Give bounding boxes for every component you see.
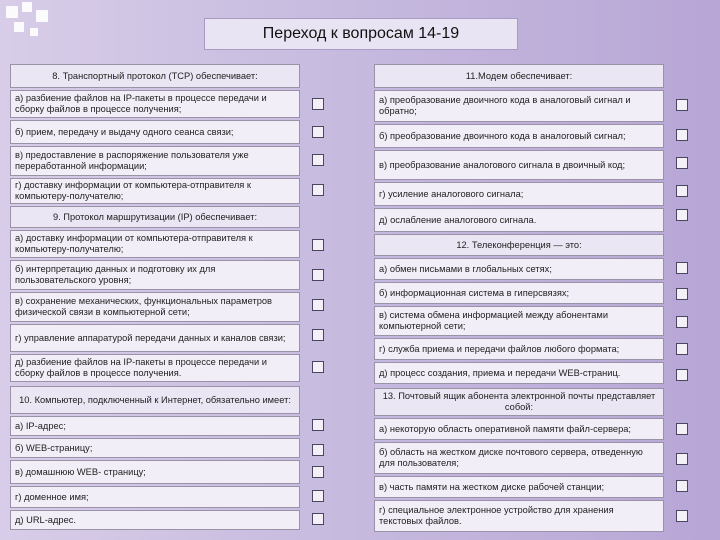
question-9-header: 9. Протокол маршрутизации (IP) обеспечивает: [10, 206, 300, 228]
q10-option-d-checkbox[interactable] [312, 513, 324, 525]
q13-option-b-checkbox[interactable] [676, 453, 688, 465]
q13-option-v: в) часть памяти на жестком диске рабочей станции; [374, 476, 664, 498]
q8-option-a-checkbox[interactable] [312, 98, 324, 110]
q11-option-a: а) преобразование двоичного кода в аналоговый сигнал и обратно; [374, 90, 664, 122]
q9-option-v-checkbox[interactable] [312, 299, 324, 311]
q9-option-b-checkbox[interactable] [312, 269, 324, 281]
q12-option-d-checkbox[interactable] [676, 369, 688, 381]
q11-option-g: г) усиление аналогового сигнала; [374, 182, 664, 206]
q13-option-v-checkbox[interactable] [676, 480, 688, 492]
q11-option-b-checkbox[interactable] [676, 129, 688, 141]
q9-option-g-checkbox[interactable] [312, 329, 324, 341]
corner-decoration [0, 0, 60, 46]
question-10-header: 10. Компьютер, подключенный к Интернет, обязательно имеет: [10, 386, 300, 414]
q12-option-g-checkbox[interactable] [676, 343, 688, 355]
q10-option-b: б) WEB-страницу; [10, 438, 300, 458]
q12-option-b-checkbox[interactable] [676, 288, 688, 300]
q9-option-b: б) интерпретацию данных и подготовку их для пользовательского уровня; [10, 260, 300, 290]
q12-option-g: г) служба приема и передачи файлов любого формата; [374, 338, 664, 360]
q12-option-d: д) процесс создания, приема и передачи WEB-страниц. [374, 362, 664, 384]
q10-option-g: г) доменное имя; [10, 486, 300, 508]
q9-option-g: г) управление аппаратурой передачи данных и каналов связи; [10, 324, 300, 352]
q9-option-d-checkbox[interactable] [312, 361, 324, 373]
q12-option-b: б) информационная система в гиперсвязях; [374, 282, 664, 304]
question-12-header: 12. Телеконференция — это: [374, 234, 664, 256]
q13-option-g: г) специальное электронное устройство для хранения текстовых файлов. [374, 500, 664, 532]
q10-option-a: а) IP-адрес; [10, 416, 300, 436]
question-13-header: 13. Почтовый ящик абонента электронной почты представляет собой: [374, 388, 664, 416]
q11-option-v: в) преобразование аналогового сигнала в двоичный код; [374, 150, 664, 180]
q13-option-a-checkbox[interactable] [676, 423, 688, 435]
q11-option-a-checkbox[interactable] [676, 99, 688, 111]
q10-option-b-checkbox[interactable] [312, 444, 324, 456]
q11-option-d: д) ослабление аналогового сигнала. [374, 208, 664, 232]
q8-option-g: г) доставку информации от компьютера-отправителя к компьютеру-получателю; [10, 178, 300, 204]
q8-option-v: в) предоставление в распоряжение пользователя уже переработанной информации; [10, 146, 300, 176]
q9-option-a: а) доставку информации от компьютера-отправителя к компьютеру-получателю; [10, 230, 300, 258]
q11-option-v-checkbox[interactable] [676, 157, 688, 169]
q9-option-d: д) разбиение файлов на IP-пакеты в процессе передачи и сборку файлов в процессе получения. [10, 354, 300, 382]
q8-option-a: а) разбиение файлов на IP-пакеты в процессе передачи и сборку файлов в процессе получения; [10, 90, 300, 118]
q11-option-g-checkbox[interactable] [676, 185, 688, 197]
q10-option-a-checkbox[interactable] [312, 419, 324, 431]
question-8-header: 8. Транспортный протокол (TCP) обеспечивает: [10, 64, 300, 88]
q12-option-a-checkbox[interactable] [676, 262, 688, 274]
q8-option-g-checkbox[interactable] [312, 184, 324, 196]
q8-option-v-checkbox[interactable] [312, 154, 324, 166]
question-11-header: 11.Модем обеспечивает: [374, 64, 664, 88]
q13-option-b: б) область на жестком диске почтового сервера, отведенную для пользователя; [374, 442, 664, 474]
q13-option-g-checkbox[interactable] [676, 510, 688, 522]
q8-option-b-checkbox[interactable] [312, 126, 324, 138]
q12-option-a: а) обмен письмами в глобальных сетях; [374, 258, 664, 280]
q8-option-b: б) прием, передачу и выдачу одного сеанса связи; [10, 120, 300, 144]
q13-option-a: а) некоторую область оперативной памяти файл-сервера; [374, 418, 664, 440]
q10-option-v-checkbox[interactable] [312, 466, 324, 478]
q12-option-v-checkbox[interactable] [676, 316, 688, 328]
q11-option-b: б) преобразование двоичного кода в аналоговый сигнал; [374, 124, 664, 148]
q10-option-v: в) домашнюю WEB- страницу; [10, 460, 300, 484]
q12-option-v: в) система обмена информацией между абонентами компьютерной сети; [374, 306, 664, 336]
q11-option-d-checkbox[interactable] [676, 209, 688, 221]
q10-option-d: д) URL-адрес. [10, 510, 300, 530]
q10-option-g-checkbox[interactable] [312, 490, 324, 502]
q9-option-a-checkbox[interactable] [312, 239, 324, 251]
page-title: Переход к вопросам 14-19 [204, 18, 518, 50]
q9-option-v: в) сохранение механических, функциональных параметров физической связи в компьютерной сети; [10, 292, 300, 322]
